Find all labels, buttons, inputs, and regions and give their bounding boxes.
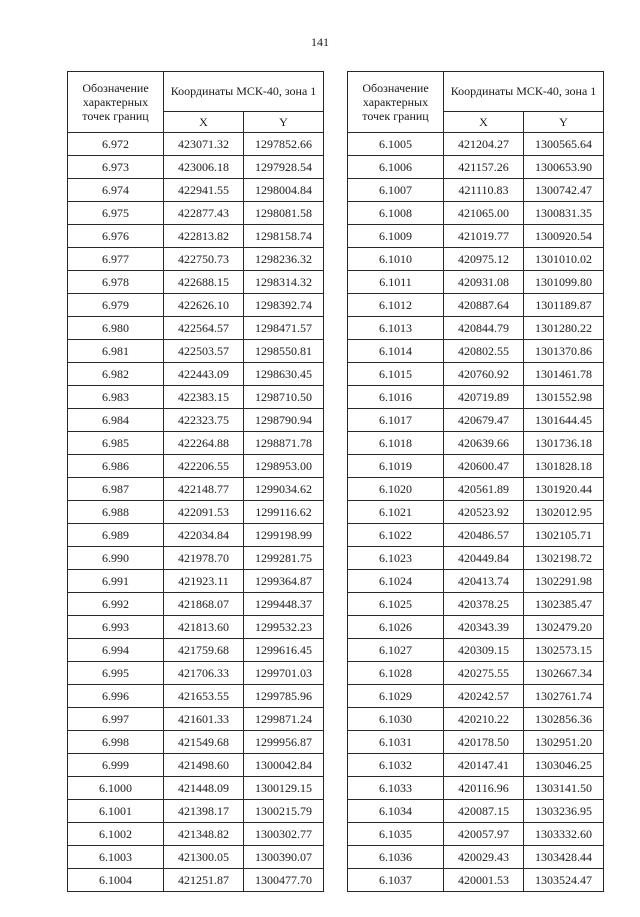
table-row [348, 409, 604, 432]
x-coordinate-cell: 420975.12 [444, 248, 524, 271]
point-id-cell: 6.1026 [348, 616, 444, 639]
table-row [68, 846, 324, 869]
point-id-cell: 6.1001 [68, 800, 164, 823]
x-header: X [444, 111, 524, 132]
coordinates-table-left [67, 71, 324, 892]
table-row [348, 823, 604, 846]
x-coordinate-cell: 420147.41 [444, 754, 524, 777]
y-coordinate-cell: 1302667.34 [524, 662, 604, 685]
x-coordinate-cell: 420178.50 [444, 731, 524, 754]
y-coordinate-cell: 1299448.37 [244, 593, 324, 616]
x-coordinate-cell: 420242.57 [444, 685, 524, 708]
point-id-cell: 6.1010 [348, 248, 444, 271]
x-coordinate-cell: 421978.70 [164, 547, 244, 570]
table-row [68, 225, 324, 248]
y-coordinate-cell: 1300390.07 [244, 846, 324, 869]
table-row [348, 225, 604, 248]
y-coordinate-cell: 1301736.18 [524, 432, 604, 455]
y-coordinate-cell: 1303428.44 [524, 846, 604, 869]
y-coordinate-cell: 1298236.32 [244, 248, 324, 271]
point-id-cell: 6.1002 [68, 823, 164, 846]
x-coordinate-cell: 422813.82 [164, 225, 244, 248]
table-row [348, 685, 604, 708]
y-coordinate-cell: 1303332.60 [524, 823, 604, 846]
y-coordinate-cell: 1300477.70 [244, 869, 324, 892]
table-row [348, 294, 604, 317]
table-row [348, 340, 604, 363]
x-coordinate-cell: 420760.92 [444, 363, 524, 386]
x-coordinate-cell: 422206.55 [164, 455, 244, 478]
point-id-cell: 6.1011 [348, 271, 444, 294]
y-coordinate-cell: 1299785.96 [244, 685, 324, 708]
point-id-cell: 6.1027 [348, 639, 444, 662]
point-id-cell: 6.989 [68, 524, 164, 547]
point-id-cell: 6.993 [68, 616, 164, 639]
y-coordinate-cell: 1301920.44 [524, 478, 604, 501]
point-id-cell: 6.976 [68, 225, 164, 248]
y-coordinate-cell: 1301010.02 [524, 248, 604, 271]
y-coordinate-cell: 1299616.45 [244, 639, 324, 662]
x-coordinate-cell: 422877.43 [164, 202, 244, 225]
table-row [348, 386, 604, 409]
point-id-cell: 6.1008 [348, 202, 444, 225]
x-coordinate-cell: 422688.15 [164, 271, 244, 294]
y-coordinate-cell: 1298871.78 [244, 432, 324, 455]
table-row [68, 800, 324, 823]
point-id-cell: 6.975 [68, 202, 164, 225]
table-row [68, 616, 324, 639]
x-coordinate-cell: 420802.55 [444, 340, 524, 363]
point-id-cell: 6.981 [68, 340, 164, 363]
point-id-cell: 6.979 [68, 294, 164, 317]
point-id-cell: 6.1037 [348, 869, 444, 892]
y-coordinate-cell: 1302385.47 [524, 593, 604, 616]
point-id-cell: 6.974 [68, 179, 164, 202]
x-coordinate-cell: 422941.55 [164, 179, 244, 202]
x-coordinate-cell: 421065.00 [444, 202, 524, 225]
x-coordinate-cell: 421868.07 [164, 593, 244, 616]
point-id-cell: 6.1014 [348, 340, 444, 363]
table-row [348, 478, 604, 501]
x-coordinate-cell: 420449.84 [444, 547, 524, 570]
x-coordinate-cell: 421706.33 [164, 662, 244, 685]
table-row [348, 869, 604, 892]
y-coordinate-cell: 1298710.50 [244, 386, 324, 409]
coordinates-table-right [347, 71, 604, 892]
designation-header: Обозначение характерных точек границ [68, 72, 164, 133]
point-id-cell: 6.980 [68, 317, 164, 340]
point-id-cell: 6.1006 [348, 156, 444, 179]
table-row [348, 271, 604, 294]
x-coordinate-cell: 420057.97 [444, 823, 524, 846]
table-row [68, 363, 324, 386]
point-id-cell: 6.977 [68, 248, 164, 271]
y-coordinate-cell: 1302951.20 [524, 731, 604, 754]
y-coordinate-cell: 1302105.71 [524, 524, 604, 547]
table-row [68, 294, 324, 317]
y-coordinate-cell: 1298790.94 [244, 409, 324, 432]
y-coordinate-cell: 1298550.81 [244, 340, 324, 363]
y-coordinate-cell: 1299364.87 [244, 570, 324, 593]
y-coordinate-cell: 1301644.45 [524, 409, 604, 432]
point-id-cell: 6.1036 [348, 846, 444, 869]
point-id-cell: 6.1019 [348, 455, 444, 478]
y-coordinate-cell: 1300831.35 [524, 202, 604, 225]
point-id-cell: 6.994 [68, 639, 164, 662]
point-id-cell: 6.1028 [348, 662, 444, 685]
table-row [68, 708, 324, 731]
point-id-cell: 6.998 [68, 731, 164, 754]
y-coordinate-cell: 1302856.36 [524, 708, 604, 731]
table-row [348, 731, 604, 754]
point-id-cell: 6.1034 [348, 800, 444, 823]
y-coordinate-cell: 1298004.84 [244, 179, 324, 202]
table-row [68, 248, 324, 271]
table-row [348, 133, 604, 156]
table-row [68, 777, 324, 800]
table-row [348, 156, 604, 179]
y-coordinate-cell: 1300302.77 [244, 823, 324, 846]
table-row [348, 777, 604, 800]
point-id-cell: 6.1003 [68, 846, 164, 869]
point-id-cell: 6.1009 [348, 225, 444, 248]
point-id-cell: 6.1031 [348, 731, 444, 754]
y-coordinate-cell: 1300653.90 [524, 156, 604, 179]
y-coordinate-cell: 1301552.98 [524, 386, 604, 409]
x-coordinate-cell: 421251.87 [164, 869, 244, 892]
point-id-cell: 6.1030 [348, 708, 444, 731]
y-coordinate-cell: 1301370.86 [524, 340, 604, 363]
table-row [348, 639, 604, 662]
x-coordinate-cell: 421019.77 [444, 225, 524, 248]
y-coordinate-cell: 1301099.80 [524, 271, 604, 294]
x-coordinate-cell: 420486.57 [444, 524, 524, 547]
table-row [68, 409, 324, 432]
page-number: 141 [311, 35, 329, 49]
point-id-cell: 6.990 [68, 547, 164, 570]
y-coordinate-cell: 1299701.03 [244, 662, 324, 685]
x-coordinate-cell: 423071.32 [164, 133, 244, 156]
point-id-cell: 6.987 [68, 478, 164, 501]
table-row [348, 800, 604, 823]
point-id-cell: 6.983 [68, 386, 164, 409]
y-coordinate-cell: 1303141.50 [524, 777, 604, 800]
table-row [348, 455, 604, 478]
table-row [68, 869, 324, 892]
point-id-cell: 6.1013 [348, 317, 444, 340]
table-row [68, 455, 324, 478]
y-coordinate-cell: 1298630.45 [244, 363, 324, 386]
y-coordinate-cell: 1302291.98 [524, 570, 604, 593]
point-id-cell: 6.978 [68, 271, 164, 294]
x-coordinate-cell: 420378.25 [444, 593, 524, 616]
y-coordinate-cell: 1298158.74 [244, 225, 324, 248]
table-row [348, 524, 604, 547]
table-row [68, 271, 324, 294]
table-row [68, 662, 324, 685]
y-coordinate-cell: 1302573.15 [524, 639, 604, 662]
x-coordinate-cell: 420001.53 [444, 869, 524, 892]
x-coordinate-cell: 422626.10 [164, 294, 244, 317]
point-id-cell: 6.1023 [348, 547, 444, 570]
point-id-cell: 6.1005 [348, 133, 444, 156]
table-row [68, 823, 324, 846]
table-row [68, 685, 324, 708]
x-coordinate-cell: 420679.47 [444, 409, 524, 432]
x-coordinate-cell: 422503.57 [164, 340, 244, 363]
table-row [68, 179, 324, 202]
table-row [68, 202, 324, 225]
table-row [68, 570, 324, 593]
y-coordinate-cell: 1301828.18 [524, 455, 604, 478]
x-coordinate-cell: 421157.26 [444, 156, 524, 179]
y-coordinate-cell: 1297852.66 [244, 133, 324, 156]
x-coordinate-cell: 421110.83 [444, 179, 524, 202]
point-id-cell: 6.982 [68, 363, 164, 386]
x-coordinate-cell: 421204.27 [444, 133, 524, 156]
x-coordinate-cell: 422564.57 [164, 317, 244, 340]
table-row [68, 432, 324, 455]
point-id-cell: 6.973 [68, 156, 164, 179]
y-coordinate-cell: 1299281.75 [244, 547, 324, 570]
point-id-cell: 6.1015 [348, 363, 444, 386]
y-coordinate-cell: 1299532.23 [244, 616, 324, 639]
y-coordinate-cell: 1302479.20 [524, 616, 604, 639]
table-row [68, 731, 324, 754]
designation-header: Обозначение характерных точек границ [348, 72, 444, 133]
y-coordinate-cell: 1298314.32 [244, 271, 324, 294]
x-coordinate-cell: 421448.09 [164, 777, 244, 800]
x-coordinate-cell: 421759.68 [164, 639, 244, 662]
point-id-cell: 6.1018 [348, 432, 444, 455]
point-id-cell: 6.1022 [348, 524, 444, 547]
x-coordinate-cell: 420116.96 [444, 777, 524, 800]
x-coordinate-cell: 420600.47 [444, 455, 524, 478]
table-row [68, 317, 324, 340]
y-coordinate-cell: 1299116.62 [244, 501, 324, 524]
y-coordinate-cell: 1300742.47 [524, 179, 604, 202]
x-coordinate-cell: 421498.60 [164, 754, 244, 777]
x-coordinate-cell: 422264.88 [164, 432, 244, 455]
table-row [348, 202, 604, 225]
x-coordinate-cell: 422443.09 [164, 363, 244, 386]
table-row [68, 133, 324, 156]
table-row [348, 616, 604, 639]
point-id-cell: 6.984 [68, 409, 164, 432]
x-coordinate-cell: 423006.18 [164, 156, 244, 179]
point-id-cell: 6.997 [68, 708, 164, 731]
x-coordinate-cell: 421398.17 [164, 800, 244, 823]
table-row [348, 570, 604, 593]
table-row [348, 179, 604, 202]
table-row [348, 317, 604, 340]
x-coordinate-cell: 420931.08 [444, 271, 524, 294]
table-row [68, 501, 324, 524]
point-id-cell: 6.1024 [348, 570, 444, 593]
point-id-cell: 6.992 [68, 593, 164, 616]
point-id-cell: 6.991 [68, 570, 164, 593]
point-id-cell: 6.972 [68, 133, 164, 156]
x-coordinate-cell: 420087.15 [444, 800, 524, 823]
table-row [68, 156, 324, 179]
y-coordinate-cell: 1303236.95 [524, 800, 604, 823]
y-coordinate-cell: 1300215.79 [244, 800, 324, 823]
x-coordinate-cell: 420561.89 [444, 478, 524, 501]
table-row [68, 478, 324, 501]
table-row [348, 662, 604, 685]
table-row [68, 547, 324, 570]
point-id-cell: 6.1033 [348, 777, 444, 800]
x-coordinate-cell: 421923.11 [164, 570, 244, 593]
point-id-cell: 6.1025 [348, 593, 444, 616]
x-coordinate-cell: 422323.75 [164, 409, 244, 432]
y-coordinate-cell: 1303046.25 [524, 754, 604, 777]
point-id-cell: 6.1017 [348, 409, 444, 432]
table-row [348, 593, 604, 616]
y-coordinate-cell: 1300129.15 [244, 777, 324, 800]
table-row [68, 639, 324, 662]
y-coordinate-cell: 1299956.87 [244, 731, 324, 754]
x-coordinate-cell: 421601.33 [164, 708, 244, 731]
coordinates-header: Координаты МСК-40, зона 1 [444, 72, 604, 112]
table-row [68, 524, 324, 547]
point-id-cell: 6.1000 [68, 777, 164, 800]
point-id-cell: 6.1029 [348, 685, 444, 708]
y-coordinate-cell: 1302012.95 [524, 501, 604, 524]
y-coordinate-cell: 1298392.74 [244, 294, 324, 317]
y-header: Y [244, 111, 324, 132]
x-coordinate-cell: 421653.55 [164, 685, 244, 708]
point-id-cell: 6.986 [68, 455, 164, 478]
point-id-cell: 6.985 [68, 432, 164, 455]
x-coordinate-cell: 421300.05 [164, 846, 244, 869]
table-row [348, 547, 604, 570]
table-row [348, 363, 604, 386]
table-row [68, 593, 324, 616]
y-coordinate-cell: 1300042.84 [244, 754, 324, 777]
y-coordinate-cell: 1300565.64 [524, 133, 604, 156]
x-coordinate-cell: 422383.15 [164, 386, 244, 409]
point-id-cell: 6.1007 [348, 179, 444, 202]
x-coordinate-cell: 422034.84 [164, 524, 244, 547]
x-coordinate-cell: 420719.89 [444, 386, 524, 409]
y-coordinate-cell: 1302761.74 [524, 685, 604, 708]
y-coordinate-cell: 1300920.54 [524, 225, 604, 248]
x-coordinate-cell: 422148.77 [164, 478, 244, 501]
y-coordinate-cell: 1301461.78 [524, 363, 604, 386]
x-coordinate-cell: 420413.74 [444, 570, 524, 593]
point-id-cell: 6.1012 [348, 294, 444, 317]
x-coordinate-cell: 420887.64 [444, 294, 524, 317]
y-coordinate-cell: 1298081.58 [244, 202, 324, 225]
y-coordinate-cell: 1298471.57 [244, 317, 324, 340]
table-row [68, 340, 324, 363]
y-coordinate-cell: 1298953.00 [244, 455, 324, 478]
x-coordinate-cell: 421813.60 [164, 616, 244, 639]
x-coordinate-cell: 420029.43 [444, 846, 524, 869]
x-coordinate-cell: 420275.55 [444, 662, 524, 685]
x-coordinate-cell: 422091.53 [164, 501, 244, 524]
point-id-cell: 6.1032 [348, 754, 444, 777]
point-id-cell: 6.999 [68, 754, 164, 777]
y-coordinate-cell: 1299871.24 [244, 708, 324, 731]
point-id-cell: 6.1016 [348, 386, 444, 409]
point-id-cell: 6.988 [68, 501, 164, 524]
table-row [348, 846, 604, 869]
table-row [348, 754, 604, 777]
table-row [68, 386, 324, 409]
coordinates-header: Координаты МСК-40, зона 1 [164, 72, 324, 112]
y-coordinate-cell: 1302198.72 [524, 547, 604, 570]
point-id-cell: 6.996 [68, 685, 164, 708]
y-coordinate-cell: 1303524.47 [524, 869, 604, 892]
table-row [348, 248, 604, 271]
y-coordinate-cell: 1301189.87 [524, 294, 604, 317]
y-coordinate-cell: 1299034.62 [244, 478, 324, 501]
y-header: Y [524, 111, 604, 132]
point-id-cell: 6.1035 [348, 823, 444, 846]
table-row [348, 432, 604, 455]
x-header: X [164, 111, 244, 132]
point-id-cell: 6.1021 [348, 501, 444, 524]
y-coordinate-cell: 1299198.99 [244, 524, 324, 547]
point-id-cell: 6.995 [68, 662, 164, 685]
x-coordinate-cell: 420844.79 [444, 317, 524, 340]
x-coordinate-cell: 420309.15 [444, 639, 524, 662]
y-coordinate-cell: 1297928.54 [244, 156, 324, 179]
x-coordinate-cell: 420210.22 [444, 708, 524, 731]
table-row [68, 754, 324, 777]
point-id-cell: 6.1020 [348, 478, 444, 501]
y-coordinate-cell: 1301280.22 [524, 317, 604, 340]
x-coordinate-cell: 422750.73 [164, 248, 244, 271]
x-coordinate-cell: 421549.68 [164, 731, 244, 754]
x-coordinate-cell: 421348.82 [164, 823, 244, 846]
x-coordinate-cell: 420343.39 [444, 616, 524, 639]
x-coordinate-cell: 420523.92 [444, 501, 524, 524]
point-id-cell: 6.1004 [68, 869, 164, 892]
table-row [348, 501, 604, 524]
table-row [348, 708, 604, 731]
x-coordinate-cell: 420639.66 [444, 432, 524, 455]
